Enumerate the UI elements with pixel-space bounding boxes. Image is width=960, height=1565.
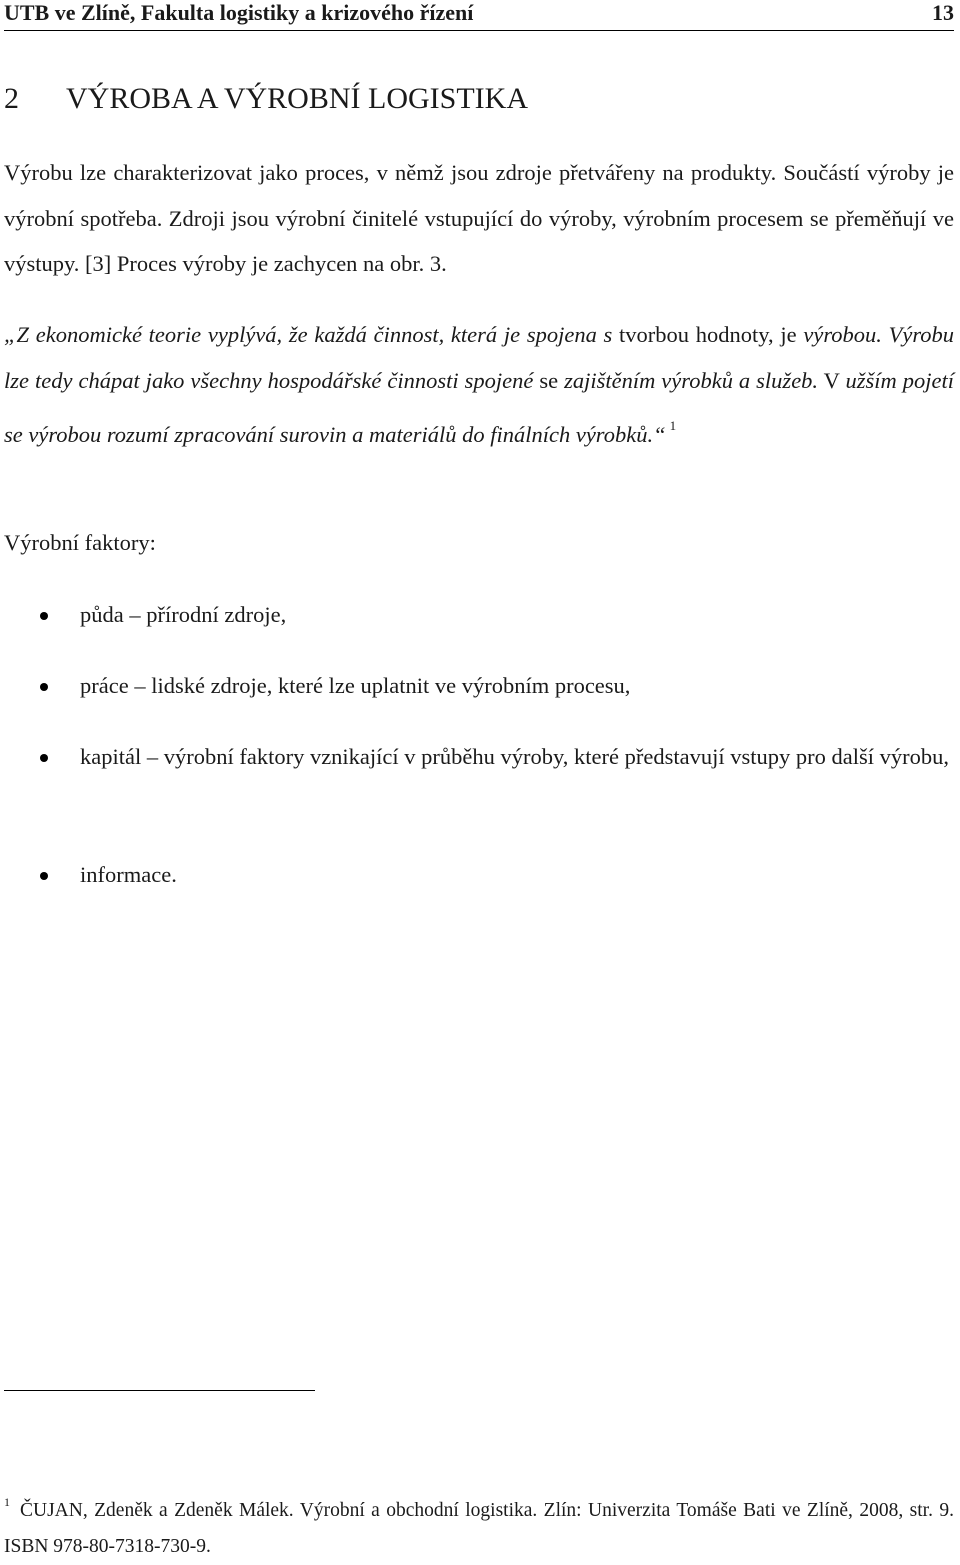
footnote-text: ČUJAN, Zdeněk a Zdeněk Málek. Výrobní a obchodní logistika. Zlín: Univerzita Tomáše Bati ve Zlíně, 2008, str. 9. ISBN 978-80-7318-730-9. — [4, 1500, 954, 1557]
quote-part-f: V — [818, 367, 846, 393]
quote-part-e: zajištěním výrobků a služeb. — [564, 367, 819, 393]
quote-close-mark: “ — [653, 422, 666, 447]
quote-text — [4, 312, 954, 458]
footnote — [4, 1484, 954, 1565]
bullet-icon — [40, 754, 48, 762]
factors-intro-text: Výrobní faktory: — [4, 530, 156, 555]
chapter-title: VÝROBA A VÝROBNÍ LOGISTIKA — [66, 82, 528, 115]
quote-part-b: tvorbou hodnoty, je — [612, 322, 804, 347]
list-item-text: kapitál – výrobní faktory vznikající v průběhu výroby, které představují vstupy pro další výrobu, — [80, 744, 949, 769]
running-header — [4, 0, 954, 31]
intro-text: Výrobu lze charakterizovat jako proces, v němž jsou zdroje přetvářeny na produkty. Součástí výroby je výrobní spotřeba. Zdroji jsou výrobní činitelé vstupující do výroby, výrobním procesem se přeměňují ve výstupy. [3] Proces výroby je zachycen na obr. 3. — [4, 160, 954, 276]
quote-part-d: se — [533, 367, 565, 393]
quote-part-g: užším pojetí se výrobou rozumí zpracování surovin a materiálů do finálních výrobků. — [4, 367, 954, 447]
list-item-text: informace. — [80, 862, 177, 887]
list-item-text: půda – přírodní zdroje, — [80, 602, 287, 627]
list-item-text: práce – lidské zdroje, které lze uplatnit ve výrobním procesu, — [80, 673, 631, 698]
quote-paragraph — [4, 312, 954, 458]
quote-part-a: „Z ekonomické teorie vyplývá, že každá činnost, která je spojena s — [4, 322, 613, 347]
footnote-reference: 1 — [669, 418, 677, 433]
chapter-heading — [4, 82, 528, 116]
header-title: UTB ve Zlíně, Fakulta logistiky a krizového řízení — [4, 0, 474, 25]
footnote-separator — [4, 1390, 315, 1391]
bullet-icon — [40, 872, 48, 880]
factors-intro — [4, 520, 954, 566]
footnote-marker: 1 — [4, 1495, 10, 1509]
bullet-icon — [40, 612, 48, 620]
page-number: 13 — [932, 0, 954, 25]
quote-part-c: výrobou. Výrobu lze tedy chápat jako všechny hospodářské činnosti spojené — [4, 322, 955, 393]
chapter-number: 2 — [4, 82, 19, 115]
bullet-icon — [40, 683, 48, 691]
intro-paragraph — [4, 150, 954, 287]
